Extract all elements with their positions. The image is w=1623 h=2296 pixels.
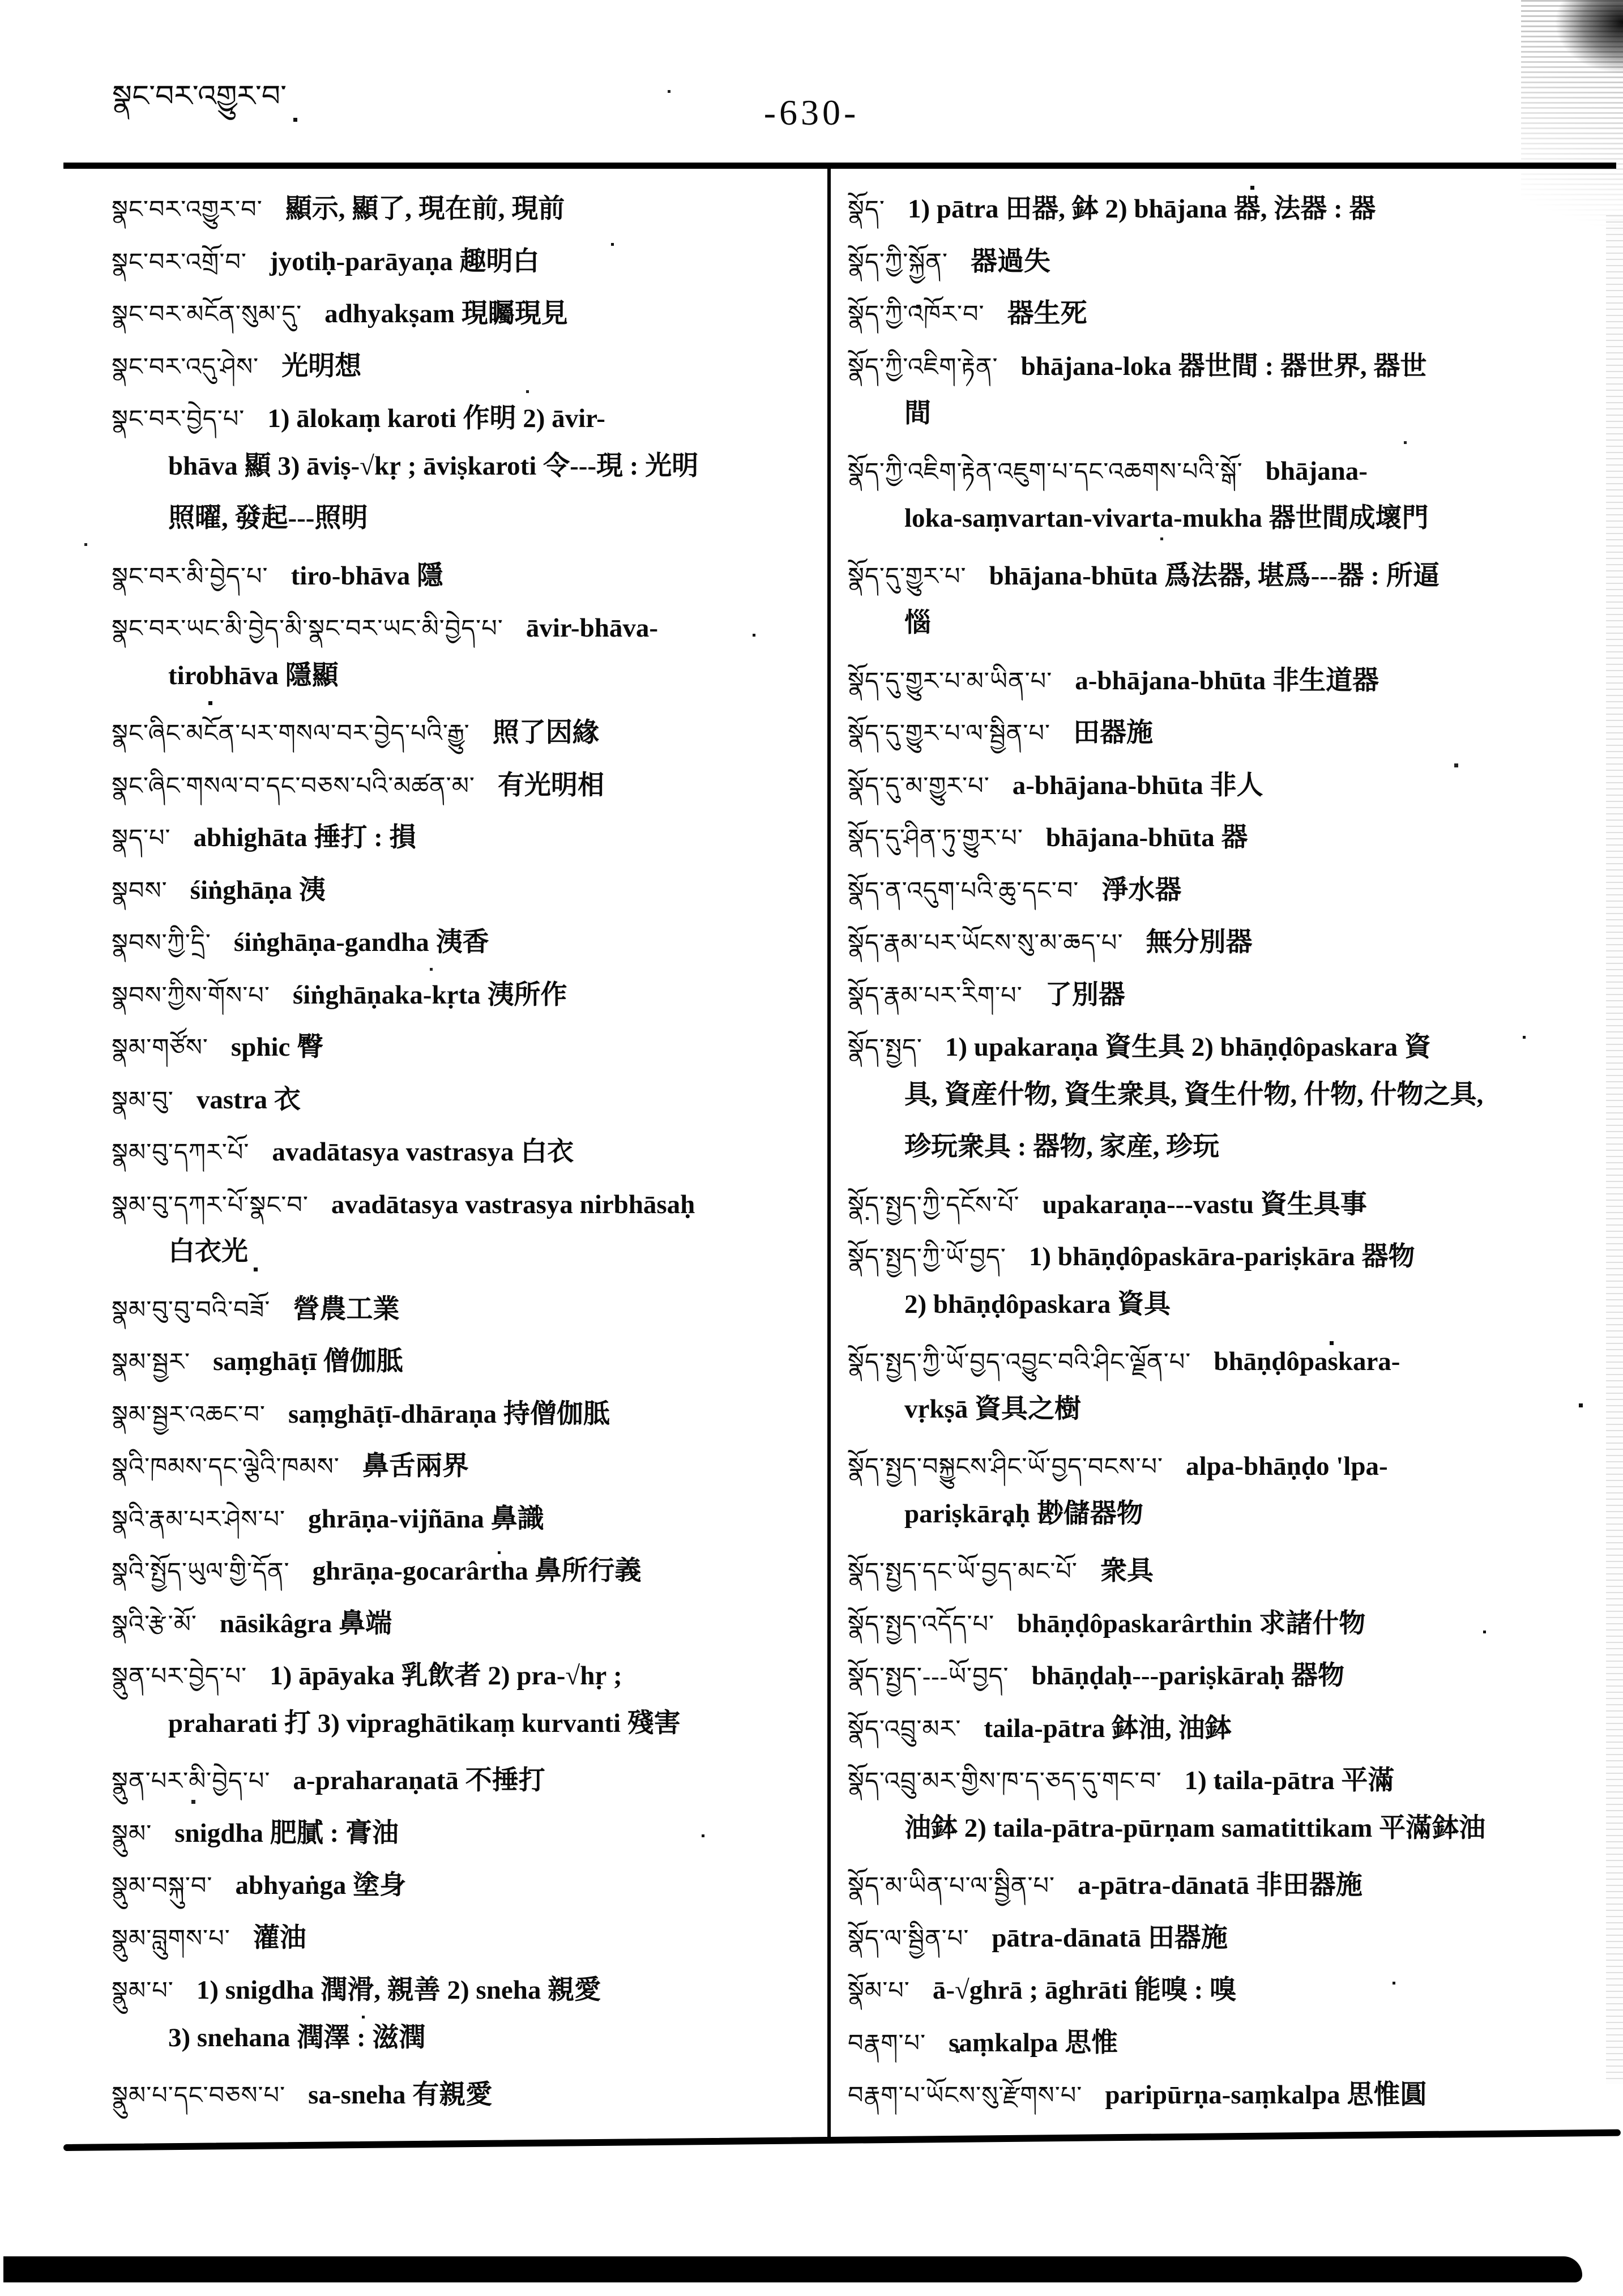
- entry-line: [848, 2016, 1609, 2069]
- entry-text: tirobhāva 隱顯: [168, 660, 339, 690]
- entry-line: [112, 497, 822, 549]
- tibetan-headword: སྣམ་བུ་དཀར་པོ་སྣང་བ་: [112, 1192, 309, 1219]
- entry-text: 1) bhāṇḍôpaskāra-pariṣkāra 器物: [1028, 1242, 1415, 1271]
- tibetan-headword: སྣུན་པར་བྱེད་པ་: [112, 1663, 247, 1690]
- entry-line: [112, 706, 822, 759]
- entry-text: vastra 衣: [196, 1085, 301, 1115]
- tibetan-headword: སྣམ་བུ་: [112, 1087, 174, 1114]
- entry-text: ghrāṇa-gocarârtha 鼻所行義: [312, 1556, 642, 1586]
- entry-text: 顯示, 顯了, 現在前, 現前: [285, 194, 565, 224]
- entry-line: [112, 1649, 822, 1702]
- entry-line: [112, 1335, 822, 1388]
- tibetan-headword: སྣོད་མ་ཡིན་པ་ལ་སྦྱིན་པ་: [848, 1873, 1056, 1900]
- entry-text: 1) upakaraṇa 資生具 2) bhāṇḍôpaskara 資: [945, 1032, 1431, 1062]
- entry-text: bhāṇḍôpaskarârthin 求諸什物: [1017, 1608, 1366, 1638]
- tibetan-headword: སྣོད་སྤྱད་---ཡོ་བྱད་: [848, 1663, 1009, 1690]
- entry-line: [112, 759, 822, 812]
- entry-line: [848, 1964, 1609, 2016]
- entry-text: bhāṇḍôpaskara-: [1214, 1347, 1400, 1376]
- entry-line: [848, 235, 1609, 288]
- tibetan-headword: སྣང་བར་འགྱུར་བ་: [112, 197, 263, 223]
- tibetan-headword: སྣོད་དུ་གྱུར་པ་མ་ཡིན་པ་: [848, 668, 1053, 695]
- entry-line: [112, 1859, 822, 1911]
- entry-line: [112, 287, 822, 340]
- entry-text: 白衣光: [168, 1237, 248, 1266]
- entry-text: a-bhājana-bhūta 非生道器: [1075, 665, 1379, 695]
- entry-line: [848, 497, 1609, 549]
- entry-line: [848, 1859, 1609, 1911]
- entry-text: 油鉢 2) taila-pātra-pūrṇam samatittikam 平滿鉢油: [904, 1813, 1486, 1843]
- tibetan-headword: སྣབས་ཀྱི་དྲི་: [112, 930, 211, 957]
- entry-line: [848, 759, 1609, 812]
- entry-line: [848, 2068, 1609, 2121]
- tibetan-headword: སྣོད་ཀྱི་སྐྱོན་: [848, 249, 948, 276]
- tibetan-headword: སྣམ་སྦྱར་འཆང་བ་: [112, 1401, 266, 1428]
- entry-line: [848, 1754, 1609, 1807]
- entry-line: [112, 2016, 822, 2069]
- tibetan-headword: སྣབས་ཀྱིས་གོས་པ་: [112, 982, 270, 1009]
- tibetan-headword: སྣོད་སྤྱད་བསྐྱུངས་ཤིང་ཡོ་བྱད་བངས་པ་: [848, 1454, 1164, 1480]
- column-divider: [827, 166, 831, 2143]
- tibetan-headword: སྣམ་བུ་བུ་བའི་བཟོ་: [112, 1296, 271, 1324]
- entry-line: [112, 1388, 822, 1440]
- entry-line: [848, 1649, 1609, 1702]
- tibetan-headword: སྣོད་སྤྱད་ཀྱི་ཡོ་བྱད་འབྱུང་བའི་ཤིང་ལྗོན་པ་: [848, 1349, 1191, 1376]
- entry-text: bhājana-: [1265, 456, 1368, 486]
- entry-text: 鼻舌兩界: [362, 1452, 469, 1481]
- tibetan-headword: སྣང་བར་ཡང་མི་བྱེད་མི་སྣང་བར་ཡང་མི་བྱེད་པ་: [112, 616, 503, 642]
- entry-line: [112, 916, 822, 968]
- tibetan-headword: བརྣག་པ་ཡོངས་སུ་རྫོགས་པ་: [848, 2082, 1083, 2109]
- entry-text: 1) āpāyaka 乳飲者 2) pra-√hṛ ;: [270, 1661, 622, 1691]
- entry-line: [848, 1335, 1609, 1388]
- entry-text: pariṣkāraḥ 尠儲器物: [904, 1499, 1143, 1529]
- tibetan-headword: སྣའི་སྤྱོད་ཡུལ་གྱི་དོན་: [112, 1559, 290, 1585]
- entry-text: abhighāta 捶打 : 損: [193, 823, 416, 852]
- entry-text: tiro-bhāva 隱: [291, 561, 443, 591]
- tibetan-headword: སྣོད་འབྲུ་མར་གྱིས་ཁ་ད་ཅད་དུ་གང་བ་: [848, 1768, 1162, 1795]
- entry-line: [112, 601, 822, 654]
- entry-text: 具, 資産什物, 資生衆具, 資生什物, 什物, 什物之具,: [904, 1079, 1484, 1109]
- entry-text: 3) snehana 潤澤 : 滋潤: [168, 2022, 426, 2052]
- tibetan-headword: སྣོད་ཀྱི་འཇིག་རྟེན་འཇུག་པ་དང་འཆགས་པའི་སྒོ་: [848, 458, 1243, 485]
- tibetan-headword: སྣོད་དུ་གྱུར་པ་ལ་སྦྱིན་པ་: [848, 720, 1050, 747]
- entry-text: avadātasya vastrasya 白衣: [272, 1137, 574, 1167]
- tibetan-headword: སྣང་བར་འགྲོ་བ་: [112, 249, 247, 276]
- entry-line: [112, 1283, 822, 1335]
- entry-text: ghrāṇa-vijñāna 鼻識: [308, 1504, 544, 1534]
- scan-noise-right-edge: [1606, 215, 1623, 2084]
- entry-line: [848, 445, 1609, 497]
- entry-text: 器過失: [971, 246, 1050, 276]
- entry-text: 照了因緣: [492, 718, 599, 748]
- entry-text: avadātasya vastrasya nirbhāsaḥ: [331, 1189, 695, 1219]
- tibetan-headword: སྣོད་སྤྱད་དང་ཡོ་བྱད་མང་པོ་: [848, 1559, 1078, 1585]
- tibetan-headword: སྣོད་སྤྱད་: [848, 1035, 922, 1061]
- tibetan-headword: སྣང་བར་མི་བྱེད་པ་: [112, 563, 268, 590]
- entry-line: [848, 864, 1609, 916]
- entry-line: [848, 287, 1609, 340]
- entry-line: [848, 1597, 1609, 1650]
- entry-text: 1) ālokaṃ karoti 作明 2) āvir-: [267, 404, 605, 433]
- entry-line: [112, 1230, 822, 1283]
- entry-text: 有光明相: [497, 770, 604, 800]
- entry-line: [848, 1125, 1609, 1178]
- entry-text: 淨水器: [1101, 875, 1182, 905]
- entry-line: [848, 811, 1609, 864]
- entry-line: [848, 1440, 1609, 1492]
- tibetan-headword: སྣུམ་བསྐུ་བ་: [112, 1873, 213, 1900]
- entry-text: snigdha 肥膩 : 膏油: [174, 1818, 399, 1848]
- entry-text: āvir-bhāva-: [526, 613, 659, 643]
- entry-text: 器生死: [1007, 299, 1087, 328]
- tibetan-headword: སྣོད་སྤྱད་ཀྱི་དངོས་པོ་: [848, 1192, 1020, 1219]
- entry-text: 衆具: [1100, 1556, 1154, 1586]
- entry-text: adhyakṣam 現矚現見: [324, 299, 568, 328]
- entry-text: 田器施: [1073, 718, 1153, 748]
- entry-text: taila-pātra 鉢油, 油鉢: [984, 1713, 1232, 1743]
- entry-text: a-praharaṇatā 不捶打: [293, 1766, 545, 1795]
- entry-line: [848, 1073, 1609, 1126]
- entry-line: [848, 1911, 1609, 1964]
- entry-line: [848, 916, 1609, 968]
- scan-speckles: [0, 0, 2, 2]
- entry-text: paripūrṇa-saṃkalpa 思惟圓: [1105, 2080, 1427, 2110]
- entry-line: [112, 1807, 822, 1859]
- entry-line: [112, 2068, 822, 2121]
- entry-text: ā-√ghrā ; āghrāti 能嗅 : 嗅: [932, 1975, 1237, 2005]
- entry-text: 2) bhāṇḍôpaskara 資具: [904, 1289, 1171, 1319]
- entry-text: śiṅghāṇaka-kṛta 洟所作: [292, 980, 567, 1010]
- tibetan-headword: སྣུམ་པ་: [112, 1978, 174, 2004]
- entry-line: [112, 1911, 822, 1964]
- entry-text: śiṅghāṇa 洟: [190, 875, 326, 905]
- entry-text: a-bhājana-bhūta 非人: [1012, 770, 1263, 800]
- entry-line: [112, 235, 822, 288]
- running-head-tibetan: སྣང་བར་འགྱུར་བ་: [112, 80, 287, 113]
- entry-text: jyotiḥ-parāyaṇa 趣明白: [269, 246, 540, 276]
- entry-line: [112, 1178, 822, 1231]
- tibetan-headword: སྣང་བར་མངོན་སུམ་དུ་: [112, 301, 302, 328]
- entry-line: [112, 549, 822, 602]
- entry-text: bhāva 顯 3) āviṣ-√kṛ ; āviṣkaroti 令---現 : 光明: [168, 451, 699, 481]
- entry-line: [112, 392, 822, 445]
- entry-line: [848, 654, 1609, 707]
- tibetan-headword: སྣད་པ་: [112, 825, 171, 852]
- entry-line: [848, 1492, 1609, 1545]
- entry-text: 灌油: [253, 1923, 306, 1953]
- entry-text: 1) taila-pātra 平滿: [1184, 1766, 1395, 1795]
- entry-line: [112, 182, 822, 235]
- tibetan-headword: སྣུམ་པ་དང་བཅས་པ་: [112, 2082, 286, 2109]
- page-number: -630-: [763, 92, 860, 133]
- left-column: [112, 182, 822, 2121]
- right-column: [848, 182, 1609, 2121]
- tibetan-headword: སྣབས་: [112, 877, 168, 904]
- entry-text: bhājana-bhūta 爲法器, 堪爲---器 : 所逼: [989, 561, 1440, 591]
- entry-line: [112, 864, 822, 916]
- entry-text: śiṅghāṇa-gandha 洟香: [233, 928, 489, 957]
- entry-line: [848, 1178, 1609, 1231]
- tibetan-headword: སྣང་ཞིང་མངོན་པར་གསལ་བར་བྱེད་པའི་རྒྱུ་: [112, 720, 470, 747]
- entry-text: sphic 臀: [230, 1032, 324, 1062]
- entry-line: [848, 1388, 1609, 1440]
- entry-line: [112, 445, 822, 497]
- tibetan-headword: སྣུན་པར་མི་བྱེད་པ་: [112, 1768, 271, 1795]
- entry-line: [112, 340, 822, 392]
- tibetan-headword: སྣོད་འབྲུ་མར་: [848, 1715, 962, 1743]
- entry-line: [848, 1544, 1609, 1597]
- tibetan-headword: སྣམ་བུ་དཀར་པོ་: [112, 1140, 250, 1166]
- tibetan-headword: སྣའི་རྩེ་མོ་: [112, 1611, 197, 1638]
- entry-line: [112, 1702, 822, 1755]
- tibetan-headword: སྣང་བར་འདུ་ཤེས་: [112, 353, 259, 381]
- top-rule: [63, 163, 1616, 169]
- tibetan-headword: སྣུམ་བླུགས་པ་: [112, 1925, 230, 1952]
- tibetan-headword: སྣོད་དུ་མ་གྱུར་པ་: [848, 773, 990, 800]
- entry-text: abhyaṅga 塗身: [235, 1871, 407, 1900]
- tibetan-headword: སྣང་བར་བྱེད་པ་: [112, 406, 245, 433]
- entry-text: loka-saṃvartan-vivarta-mukha 器世間成壞門: [904, 503, 1429, 533]
- tibetan-headword: སྣོད་རྣམ་པར་ཡོངས་སུ་མ་ཆད་པ་: [848, 930, 1124, 957]
- tibetan-headword: སྣོད་ལ་སྦྱིན་པ་: [848, 1925, 969, 1952]
- tibetan-headword: སྣོད་རྣམ་པར་རིག་པ་: [848, 982, 1023, 1009]
- entry-text: saṃghāṭī 僧伽胝: [213, 1347, 403, 1376]
- tibetan-headword: སྣོམ་པ་: [848, 1978, 910, 2004]
- tibetan-headword: སྣང་ཞིང་གསལ་བ་དང་བཅས་པའི་མཚན་མ་: [112, 773, 475, 800]
- tibetan-headword: སྣོད་: [848, 197, 885, 223]
- tibetan-headword: སྣོད་དུ་གྱུར་པ་: [848, 563, 967, 590]
- entry-line: [848, 549, 1609, 602]
- entry-text: 珍玩衆具 : 器物, 家産, 珍玩: [904, 1132, 1220, 1162]
- tibetan-headword: བརྣག་པ་: [848, 2030, 926, 2057]
- entry-text: bhājana-bhūta 器: [1045, 823, 1248, 852]
- entry-text: sa-sneha 有親愛: [308, 2080, 493, 2110]
- entry-line: [112, 1964, 822, 2016]
- tibetan-headword: སྣམ་གཙོས་: [112, 1035, 208, 1061]
- entry-text: bhāṇḍaḥ---pariṣkāraḥ 器物: [1031, 1661, 1344, 1691]
- entry-text: praharati 打 3) vipraghātikaṃ kurvanti 殘害: [168, 1708, 681, 1738]
- entry-line: [848, 340, 1609, 392]
- entry-line: [848, 1283, 1609, 1335]
- entry-text: 1) pātra 田器, 鉢 2) bhājana 器, 法器 : 器: [907, 194, 1376, 224]
- entry-text: saṃghāṭī-dhāraṇa 持僧伽胝: [288, 1399, 610, 1429]
- entry-text: bhājana-loka 器世間 : 器世界, 器世: [1020, 351, 1427, 381]
- entry-line: [848, 1230, 1609, 1283]
- entry-text: 光明想: [281, 351, 362, 381]
- entry-text: a-pātra-dānatā 非田器施: [1078, 1871, 1363, 1900]
- entry-text: 間: [904, 399, 931, 428]
- entry-line: [112, 1754, 822, 1807]
- entry-text: 無分別器: [1146, 928, 1253, 957]
- entry-line: [848, 968, 1609, 1021]
- bottom-rule: [63, 2129, 1621, 2151]
- entry-line: [112, 1440, 822, 1492]
- entry-text: pātra-dānatā 田器施: [992, 1923, 1228, 1953]
- entry-text: vṛkṣā 資具之樹: [904, 1394, 1082, 1424]
- entry-text: 照曜, 發起---照明: [168, 503, 368, 533]
- entry-line: [848, 706, 1609, 759]
- tibetan-headword: སྣོད་སྤྱད་འདོད་པ་: [848, 1611, 995, 1638]
- entry-line: [848, 1021, 1609, 1073]
- entry-line: [112, 1492, 822, 1545]
- entry-text: alpa-bhāṇḍo 'lpa-: [1186, 1452, 1388, 1481]
- tibetan-headword: སྣོད་དུ་ཤིན་ཏུ་གྱུར་པ་: [848, 825, 1023, 852]
- tibetan-headword: སྣའི་རྣམ་པར་ཤེས་པ་: [112, 1506, 286, 1533]
- entry-text: saṃkalpa 思惟: [949, 2028, 1118, 2058]
- entry-line: [112, 1544, 822, 1597]
- entry-line: [112, 968, 822, 1021]
- scan-black-bar: [3, 2256, 1582, 2282]
- entry-text: 惱: [904, 608, 931, 638]
- tibetan-headword: སྣོད་སྤྱད་ཀྱི་ཡོ་བྱད་: [848, 1244, 1006, 1271]
- tibetan-headword: སྣོད་ན་འདུག་པའི་ཆུ་དང་བ་: [848, 877, 1079, 904]
- tibetan-headword: སྣམ་སྦྱར་: [112, 1349, 191, 1376]
- entry-line: [848, 182, 1609, 235]
- entry-text: 營農工業: [293, 1294, 400, 1324]
- entry-line: [112, 1125, 822, 1178]
- entry-line: [848, 1807, 1609, 1859]
- entry-text: upakaraṇa---vastu 資生具事: [1042, 1189, 1367, 1219]
- entry-text: 了別器: [1045, 980, 1125, 1010]
- tibetan-headword: སྣུམ་: [112, 1820, 152, 1847]
- entry-line: [112, 1073, 822, 1126]
- entry-text: 1) snigdha 潤滑, 親善 2) sneha 親愛: [196, 1975, 601, 2005]
- tibetan-headword: སྣོད་ཀྱི་འཇིག་རྟེན་: [848, 353, 998, 381]
- entry-text: nāsikâgra 鼻端: [219, 1608, 392, 1638]
- tibetan-headword: སྣོད་ཀྱི་འཁོར་བ་: [848, 301, 985, 328]
- tibetan-headword: སྣའི་ཁམས་དང་ལྕེའི་ཁམས་: [112, 1454, 340, 1480]
